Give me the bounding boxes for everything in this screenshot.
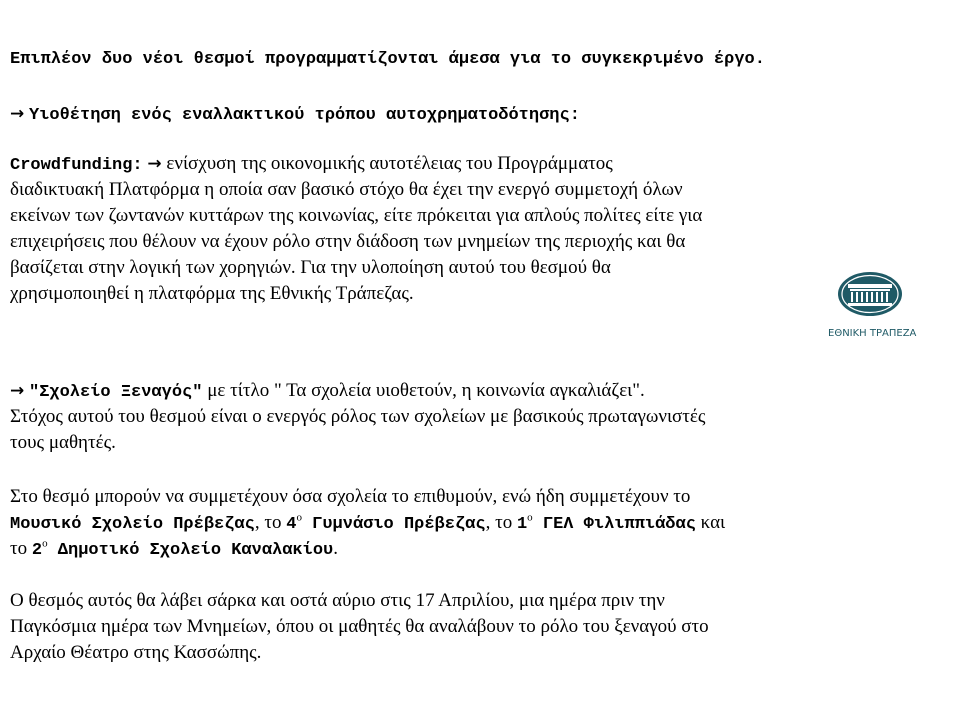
separator: .	[333, 538, 338, 559]
school-4-num: 2	[31, 541, 43, 560]
paragraph2-line-0: Στο θεσμό μπορούν να συμμετέχουν όσα σχολεία το επιθυμούν, ενώ ήδη συμμετέχουν το	[10, 486, 691, 507]
school-3-num: 1	[516, 515, 528, 534]
ordinal-suffix: ο	[42, 537, 48, 550]
separator: , το	[485, 512, 517, 533]
national-bank-logo	[828, 266, 928, 342]
section1-line-1: διαδικτυακή Πλατφόρμα η οποία σαν βασικό στόχο θα έχει την ενεργό συμμετοχή όλων	[10, 179, 683, 200]
section2-subtitle: με τίτλο " Τα σχολεία υιοθετούν, η κοινωνία αγκαλιάζει".	[207, 380, 645, 401]
section1-line-3: επιχειρήσεις που θέλουν να έχουν ρόλο στην διάδοση των μνημείων της περιοχής και θα	[10, 231, 686, 252]
section1-line-4: βασίζεται στην λογική των χορηγιών. Για την υλοποίηση αυτού του θεσμού θα	[10, 257, 611, 278]
arrow-right-icon: →	[10, 104, 25, 124]
ordinal-suffix: ο	[527, 511, 533, 524]
section1-line-2: εκείνων των ζωντανών κυττάρων της κοινωνίας, είτε πρόκειται για απλούς πολίτες είτε για	[10, 205, 703, 226]
school-2: Γυμνάσιο Πρέβεζας	[301, 515, 486, 534]
section1-text: ενίσχυση της οικονομικής αυτοτέλειας του Προγράμματος	[166, 153, 613, 174]
section1-line-5: χρησιμοποιηθεί η πλατφόρμα της Εθνικής Τράπεζας.	[10, 283, 414, 304]
paragraph3-line-1: Παγκόσμια ημέρα των Μνημείων, όπου οι μαθητές θα αναλάβουν το ρόλο του ξεναγού στο	[10, 616, 709, 637]
arrow-right-icon: →	[147, 154, 162, 174]
logo-text: ΕΘΝΙΚΗ ΤΡΑΠΕΖΑ	[828, 328, 917, 339]
section2-line-0: Στόχος αυτού του θεσμού είναι ο ενεργός ρόλος των σχολείων με βασικούς πρωταγωνιστές	[10, 406, 706, 427]
heading: Επιπλέον δυο νέοι θεσμοί προγραμματίζονται άμεσα για το συγκεκριμένο έργο.	[10, 50, 765, 69]
section1-title-line	[10, 101, 580, 129]
section1-title: Υιοθέτηση ενός εναλλακτικού τρόπου αυτοχρηματοδότησης:	[29, 106, 580, 125]
separator: το	[10, 538, 32, 559]
section2-title-line	[10, 378, 645, 406]
crowdfunding-label: Crowdfunding:	[10, 156, 143, 175]
bank-building-icon	[828, 266, 928, 342]
school-2-num: 4	[286, 515, 297, 534]
arrow-right-icon: →	[10, 381, 25, 401]
paragraph2-line-1	[10, 510, 725, 538]
paragraph3-line-0: Ο θεσμός αυτός θα λάβει σάρκα και οστά αύριο στις 17 Απριλίου, μια ημέρα πριν την	[10, 590, 665, 611]
section1-line-0	[10, 151, 613, 179]
ordinal-suffix: ο	[296, 511, 302, 524]
paragraph2-line-2	[10, 536, 338, 564]
school-4: Δημοτικό Σχολείο Καναλακίου	[47, 541, 334, 560]
school-3: ΓΕΛ Φιλιππιάδας	[532, 515, 696, 534]
separator: , το	[254, 512, 287, 533]
section2-title: "Σχολείο Ξεναγός"	[29, 383, 203, 402]
school-1: Μουσικό Σχολείο Πρέβεζας	[10, 515, 255, 534]
paragraph3-line-2: Αρχαίο Θέατρο στης Κασσώπης.	[10, 642, 262, 663]
separator: και	[695, 512, 726, 533]
section2-line-1: τους μαθητές.	[10, 432, 116, 453]
